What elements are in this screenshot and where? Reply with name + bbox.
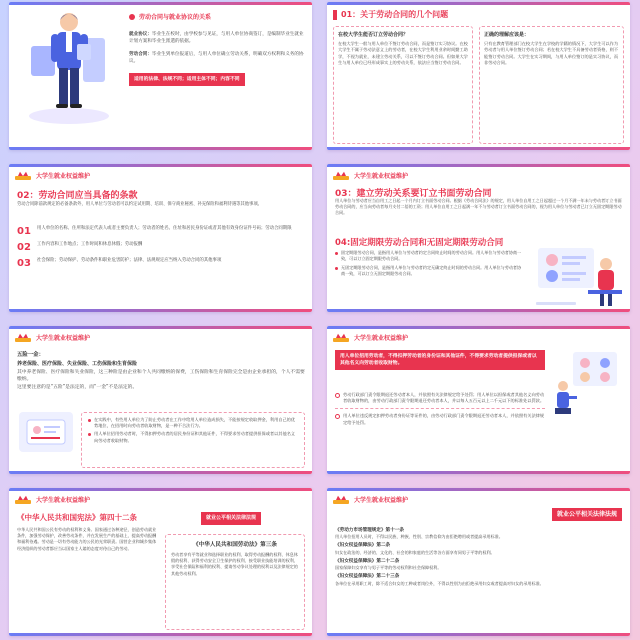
list-item (335, 250, 525, 262)
notes-box (81, 412, 305, 468)
list-item (88, 417, 298, 429)
crown-logo-icon (15, 494, 31, 504)
law-text: 中华人民共和国公民有劳动的权利和义务。国家通过各种途径，创造劳动就业条件，加强劳动保护，改善劳动条件，并在发展生产的基础上，提高劳动报酬和福利待遇。劳动是一切有劳动能力的公民的光荣职责。国营企业和城乡集体经济组织的劳动者都应当以国家主人翁的态度对待自己的劳动。 (17, 527, 157, 551)
intro-text: 劳动合同除前款规定的必备条款外，用人单位与劳动者可以约定试用期、培训、保守商业秘密、补充保险和福利待遇等其他事项。 (17, 202, 262, 207)
slide-heading (129, 12, 305, 21)
accent-bar (327, 164, 630, 167)
teacher-illustration-icon (23, 8, 115, 126)
law-title: 《中华人民共和国宪法》第四十二条 (17, 513, 137, 522)
question-text: 在校大学生一般与用人单位不签订劳动合同，而是签订实习协议。在校大学生不属于劳动法意义上的劳动者，在校大学生利用业余时间勤工助学，不视为就业，未建立劳动关系，可以不签订劳动合同。但如果大学生与用人单位已经形成事实上的劳动关系，依法应当签订劳动合同。 (338, 41, 468, 66)
accent-bar (327, 2, 630, 5)
accent-bar (327, 633, 630, 636)
slide-header (15, 332, 90, 342)
recruitment-illustration-icon (551, 350, 625, 416)
paragraph: 这里要注意的是“五险”是法定的，而“一金”不是法定的。 (17, 385, 138, 390)
label: 劳动合同： (129, 52, 152, 57)
crown-logo-icon (15, 170, 31, 180)
brand-text: 大学生就业权益维护 (36, 334, 91, 342)
crown-logo-icon (15, 332, 31, 342)
item-text: 用人单位的名称、住所和法定代表人或者主要负责人；劳动者的姓名、住址和居民身份证或者其他有效身份证件号码；劳动合同期限 (36, 226, 292, 231)
list-item (335, 265, 525, 277)
slide-header (15, 170, 90, 180)
crown-logo-icon (333, 494, 349, 504)
item-title: 《妇女权益保障法》第二十三条 (335, 574, 400, 580)
paragraph-agreement (129, 31, 305, 45)
list-item (335, 559, 623, 571)
accent-bar (9, 326, 312, 329)
item-title: 《劳动力市场管理规定》第十一条 (335, 528, 404, 533)
penalty-list (335, 392, 545, 426)
list-item (17, 258, 305, 269)
bullet-icon (88, 419, 91, 422)
contract-type-list (335, 250, 525, 277)
accent-bar (9, 2, 312, 5)
question-title: 在校大学生能否订立劳动合同？ (338, 32, 409, 38)
item-text: 用人单位招用劳动者时，不得扣押劳动者的居民身份证和其他证件，不得要求劳动者提供担保或者以其他名义向劳动者收取财物。 (94, 431, 296, 443)
heading-text: 劳动合同与就业协议的关系 (139, 14, 212, 21)
section-text: 用人单位与劳动者应当自用工之日起一个月内订立书面劳动合同。根据《劳动合同法》的规定，用人单位自用工之日起超过一个月不满一年未与劳动者订立书面劳动合同的，应当向劳动者每月支付二倍的工资；用人单位自用工之日起满一年不与劳动者订立书面劳动合同的，视为用人单位与劳动者已订立无固定期限劳动合同。 (335, 198, 622, 215)
accent-bar (9, 309, 312, 312)
list-item (17, 242, 305, 253)
accent-bar (327, 309, 630, 312)
slide-7 (9, 488, 312, 636)
section-heading: 04:固定期限劳动合同和无固定期限劳动合同 (335, 238, 504, 248)
accent-bar (327, 471, 630, 474)
crown-logo-icon (333, 332, 349, 342)
slide-header (333, 494, 408, 504)
item-text: 国家保障妇女享有与男子平等的劳动权利和社会保障权利。 (335, 565, 442, 571)
paragraph: 其中养老保险、医疗保险和失业保险，这三种险是由企业和个人共同缴纳的保费，工伤保险和生育保险完全是由企业承担的，个人不需要缴纳。 (17, 370, 305, 382)
slide-8 (327, 488, 630, 636)
id-card-icon (19, 412, 73, 452)
label: 就业协议： (129, 32, 152, 37)
law-title: 《中华人民共和国劳动法》第三条 (193, 542, 277, 548)
bullet-icon (88, 433, 91, 436)
item-text: 社会保险；劳动保护、劳动条件和职业危害防护；法律、法规规定应当纳入劳动合同的其他事项 (36, 258, 222, 263)
item-number: 01 (17, 226, 31, 237)
section-heading: 03：建立劳动关系要订立书面劳动合同 (335, 189, 492, 199)
item-text: 无固定期限劳动合同，是指用人单位与劳动者约定无确定终止时间的劳动合同。用人单位与劳动者协商一致，可以订立无固定期限劳动合同。 (341, 265, 522, 276)
card-illustration (19, 412, 73, 452)
accent-bar (327, 147, 630, 150)
slide-6 (327, 326, 630, 474)
bullet-dot-icon (129, 14, 135, 20)
text: 毕业生在校时，由学校参与见证，与用人单位协商签订，是编制毕业生就业计划方案和毕业生派遣的依据。 (129, 32, 304, 44)
bullet-icon (335, 267, 338, 270)
section-heading: 五险一金： (17, 352, 44, 358)
brand-text: 大学生就业权益维护 (354, 496, 409, 504)
item-text: 劳动行政部门责令限期退还劳动者本人，并依照有关法律规定给予处罚；用人单位以担保或者其他名义向劳动者收取财物的，由劳动行政部门责令限期退还劳动者本人，并以每人五百元以上二千元以下的标准处以罚款。 (343, 392, 545, 404)
text: 毕业生到单位报道后，与用人单位确立劳动关系，明确双方权利和义务的协议。 (129, 52, 304, 64)
heading-text: 01：关于劳动合同的几个问题 (341, 10, 449, 19)
item-text: 固定期限劳动合同，是指用人单位与劳动者约定合同终止时间的劳动合同。用人单位与劳动者协商一致，可以订立固定期限劳动合同。 (341, 250, 522, 261)
paragraph-contract (129, 51, 305, 65)
item-text: 在实践中，有些用人单位为了防止劳动者在工作中给用人单位造成损失，不能按规定收取押金，利用自己的优势地位，在招用时向劳动者收取财物，是一种不合法行为。 (94, 417, 296, 429)
accent-bar (9, 471, 312, 474)
brand-text: 大学生就业权益维护 (354, 334, 409, 342)
law-list (335, 528, 623, 587)
answer-title: 正确的理解应该是： (484, 32, 530, 38)
list-item (88, 431, 298, 443)
item-number: 02 (17, 242, 31, 253)
law-box (165, 534, 305, 630)
accent-bar (9, 633, 312, 636)
slide-4 (327, 164, 630, 312)
list-item (335, 413, 545, 425)
law-text: 劳动者享有平等就业和选择职业的权利、取得劳动报酬的权利、休息休假的权利、获得劳动安全卫生保护的权利、接受职业技能培训的权利、享受社会保险和福利的权利、提请劳动争议处理的权利以及法律规定的其他劳动权利。 (171, 552, 298, 576)
ring-bullet-icon (335, 393, 340, 398)
item-text: 妇女在政治的、经济的、文化的、社会的和家庭的生活等各方面享有同男子平等的权利。 (335, 549, 495, 555)
slide-2 (327, 2, 630, 150)
accent-bar (9, 488, 312, 491)
slide-header (15, 494, 90, 504)
slide-header (333, 332, 408, 342)
answer-box (479, 26, 624, 144)
item-title: 《妇女权益保障法》第二条 (335, 543, 391, 549)
accent-bar (9, 164, 312, 167)
item-text: 用人单位招用人员时，不得以民族、种族、性别、宗教信仰为由拒绝聘用或者提高录用标准。 (335, 534, 503, 540)
topic-tag: 就业公平相关法律法规 (552, 508, 622, 521)
list-item (335, 392, 545, 409)
item-text: 工作内容和工作地点；工作时间和休息休假；劳动报酬 (36, 242, 143, 247)
heading-marker-icon (333, 10, 337, 20)
slide-1 (9, 2, 312, 150)
slide-5 (9, 326, 312, 474)
question-box (333, 26, 473, 144)
item-number: 03 (17, 258, 31, 269)
accent-bar (327, 326, 630, 329)
item-title: 《妇女权益保障法》第二十二条 (335, 558, 400, 564)
slide-3 (9, 164, 312, 312)
highlight-banner: 适用的法律、法规不同；适用主体不同；内容不同 (129, 73, 245, 86)
brand-text: 大学生就业权益维护 (354, 172, 409, 180)
item-text: 用人单位违反规定扣押劳动者身份证等证件的，由劳动行政部门责令限期退还劳动者本人，并依照有关法律规定给予处罚。 (343, 413, 545, 425)
slide-heading: 02：劳动合同应当具备的条款 (17, 191, 138, 201)
brand-text: 大学生就业权益维护 (36, 496, 91, 504)
brand-text: 大学生就业权益维护 (36, 172, 91, 180)
accent-bar (9, 147, 312, 150)
list-item (335, 574, 623, 586)
list-item (335, 543, 623, 555)
clause-list (17, 226, 305, 269)
answer-text: 只有在教育管理部门在校大学生在学校的学籍的情况下，大学生可以作为劳动者与用人单位签订劳动合同；若在校大学生不具备劳动者资格，则不能签订劳动合同。大学生在实习期间，与用人单位签订的是实习协议，而非劳动合同。 (484, 41, 619, 66)
warning-banner: 用人单位招用劳动者，不得扣押劳动者的身份证和其他证件，不得要求劳动者提供担保或者以其他名义向劳动者收取财物。 (335, 350, 545, 370)
topic-tag: 就业公平相关法律法规 (201, 512, 261, 525)
list-item (335, 528, 623, 540)
slide-heading (333, 9, 448, 20)
slide-header (333, 170, 408, 180)
list-item (17, 226, 305, 237)
item-text: 各单位在录用职工时，除不适合妇女的工种或者岗位外，不得以性别为由拒绝录用妇女或者提高对妇女的录用标准。 (335, 580, 544, 586)
bullet-icon (335, 252, 338, 255)
ring-bullet-icon (335, 414, 340, 419)
accent-bar (327, 488, 630, 491)
crown-logo-icon (333, 170, 349, 180)
job-seeker-illustration-icon (532, 246, 626, 308)
section-subheading: 养老保险、医疗保险、失业保险、工伤保险和生育保险 (17, 361, 138, 367)
